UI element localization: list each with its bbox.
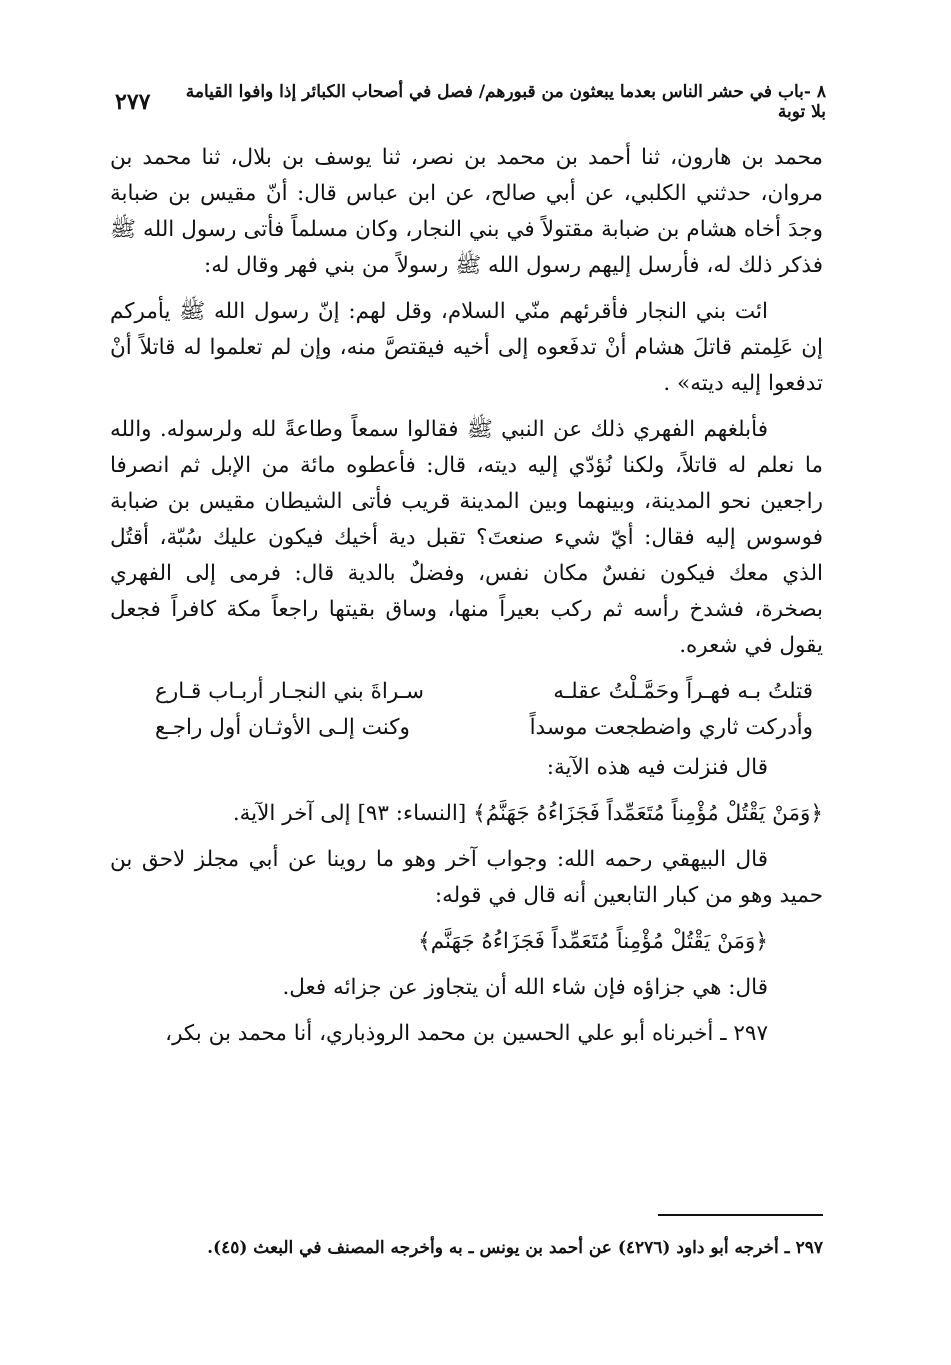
footnote-separator [658,1214,823,1216]
quran-verse: ﴿وَمَنْ يَقْتُلْ مُؤْمِناً مُتَعَمِّداً فَجَزَاءُهُ جَهَنَّم﴾ [418,929,768,954]
quran-verse: ﴿وَمَنْ يَقْتُلْ مُؤْمِناً مُتَعَمِّداً فَجَزَاءُهُ جَهَنَّمُ﴾ [النساء: ٩٣] إلى آخر الآية. [232,801,823,826]
paragraph: ائت بني النجار فأقرئهم منّي السلام، وقل لهم: إنّ رسول الله ﷺ يأمركم إن عَلِمتم قاتلَ هشام أنْ تدفَعوه إلى أخيه فيقتصَّ منه، وإن لم تعلموا له قاتلاً أنْ تدفعوا إليه ديته» . [110,299,823,396]
paragraph: قال البيهقي رحمه الله: وجواب آخر وهو ما روينا عن أبي مجلز لاحق بن حميد وهو من كبار التابعين أنه قال في قوله: [110,847,823,908]
text-line: قال فنزلت فيه هذه الآية: [546,755,768,780]
footnote: ٢٩٧ ـ أخرجه أبو داود (٤٢٧٦) عن أحمد بن يونس ـ به وأخرجه المصنف في البعث (٤٥). [207,1238,823,1258]
chapter-title: ٨ -باب في حشر الناس بعدما يبعثون من قبورهم/ فصل في أصحاب الكبائر إذا وافوا القيامة بلا توبة [185,82,826,122]
verse-second-hemistich: وكنت إلـى الأوثـان أول راجـع [155,715,410,740]
hadith-chain: ٢٩٧ ـ أخبرناه أبو علي الحسين بن محمد الروذباري، أنا محمد بن بكر، [165,1021,768,1046]
page-number: ٢٧٧ [115,89,151,115]
running-header [115,82,826,122]
paragraph: محمد بن هارون، ثنا أحمد بن محمد بن نصر، ثنا يوسف بن بلال، ثنا محمد بن مروان، حدثني الكلبي، عن أبي صالح، عن ابن عباس قال: أنّ مقيس بن ضبابة وجدَ أخاه هشام بن ضبابة مقتولاً في بني النجار، وكان مسلماً فأتى رسول الله ﷺ فذكر ذلك له، فأرسل إليهم رسول الله ﷺ رسولاً من بني فهر وقال له: [110,145,823,278]
poem-verse [110,674,823,710]
main-text [110,140,823,1062]
text-line: قال: هي جزاؤه فإن شاء الله أن يتجاوز عن جزائه فعل. [282,975,768,1000]
paragraph: فأبلغهم الفهري ذلك عن النبي ﷺ فقالوا سمعاً وطاعةً لله ولرسوله. والله ما نعلم له قاتلاً، ولكنا نُؤدّي إليه ديته، قال: فأعطوه مائة من الإبل ثم انصرفا راجعين نحو المدينة، وبينهما وبين المدينة قريب فأتى الشيطان مقيس بن ضبابة فوسوس إليه فقال: أيّ شيء صنعتَ؟ تقبل دية أخيك فيكون عليك سُبّة، أقتُل الذي معك فيكون نفسٌ مكان نفس، وفضلٌ بالدية قال: فرمى إلى الفهري بصخرة، فشدخ رأسه ثم ركب بعيراً منها، وساق بقيتها راجعاً مكة كافراً فجعل يقول في شعره. [110,417,823,658]
verse-first-hemistich: وأدركت ثاري واضطجعت موسداً [529,715,813,740]
poem-verse [110,710,823,746]
verse-first-hemistich: قتلتُ بـه فهـراً وحَمَّـلْتُ عقلـه [553,679,813,704]
poem [110,674,823,746]
verse-second-hemistich: سـراةَ بني النجـار أربـاب قـارع [155,679,425,704]
